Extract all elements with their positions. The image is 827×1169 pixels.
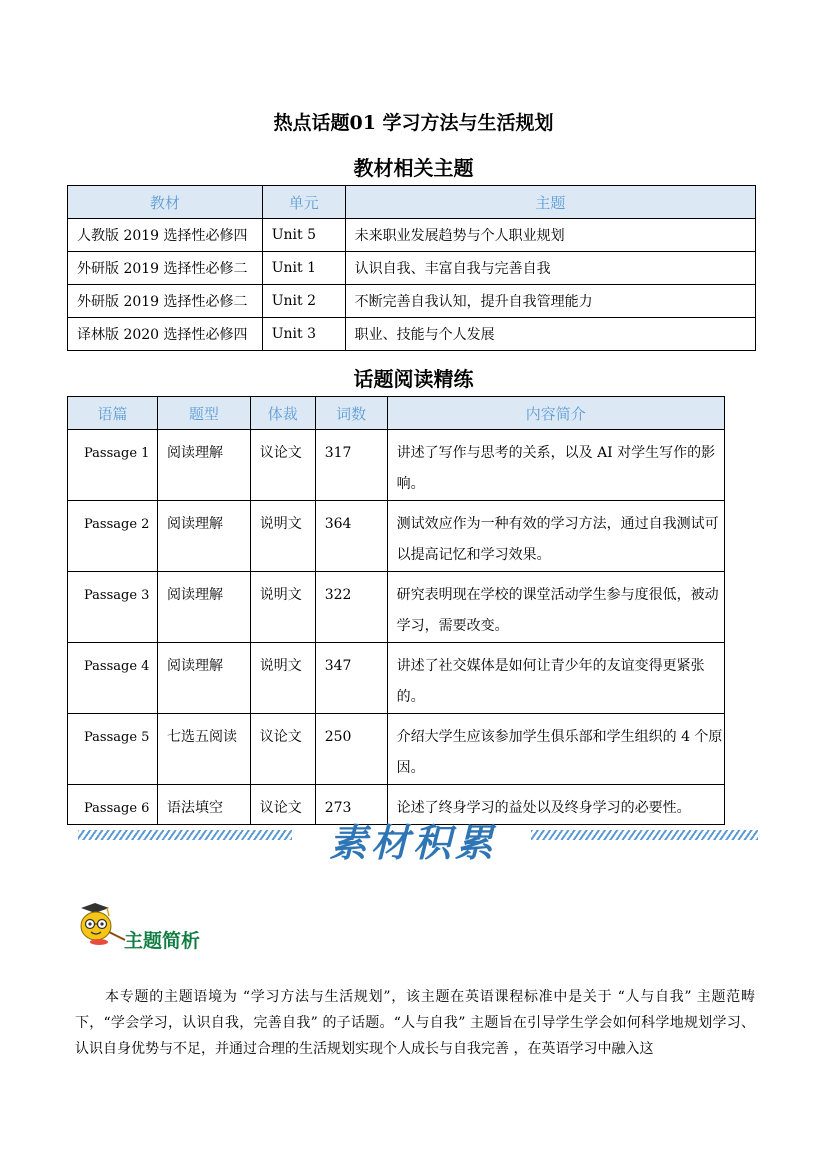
header-unit: 单元 — [262, 186, 345, 219]
cell-topic: 职业、技能与个人发展 — [345, 318, 755, 351]
cell-genre: 说明文 — [250, 501, 315, 572]
topic-analysis-heading: 主题简析 — [124, 930, 201, 952]
cell-topic: 不断完善自我认知，提升自我管理能力 — [345, 285, 755, 318]
cell-summary: 讲述了写作与思考的关系，以及 AI 对学生写作的影响。 — [387, 430, 724, 501]
header-summary: 内容简介 — [387, 397, 724, 430]
page-title: 热点话题01 学习方法与生活规划 — [273, 112, 554, 134]
cell-genre: 议论文 — [250, 714, 315, 785]
cell-passage: Passage 2 — [68, 501, 158, 572]
section-title-reading: 话题阅读精练 — [353, 367, 474, 391]
section-title-textbook: 教材相关主题 — [353, 156, 474, 180]
table-row — [68, 501, 725, 572]
table-row — [68, 285, 756, 318]
cell-textbook: 外研版 2019 选择性必修二 — [68, 285, 263, 318]
table-row — [68, 252, 756, 285]
cell-genre: 说明文 — [250, 643, 315, 714]
header-textbook: 教材 — [68, 186, 263, 219]
cell-textbook: 人教版 2019 选择性必修四 — [68, 219, 263, 252]
cell-passage: Passage 4 — [68, 643, 158, 714]
cell-genre: 议论文 — [250, 430, 315, 501]
cell-question-type: 阅读理解 — [157, 501, 250, 572]
table-header-row — [68, 397, 725, 430]
cell-summary: 论述了终身学习的益处以及终身学习的必要性。 — [387, 785, 724, 825]
banner-stripe-right — [531, 830, 758, 840]
table-row — [68, 572, 725, 643]
cell-summary: 研究表明现在学校的课堂活动学生参与度很低，被动学习，需要改变。 — [387, 572, 724, 643]
header-word-count: 词数 — [315, 397, 387, 430]
cell-summary: 介绍大学生应该参加学生俱乐部和学生组织的 4 个原因。 — [387, 714, 724, 785]
cell-genre: 说明文 — [250, 572, 315, 643]
cell-word-count: 250 — [315, 714, 387, 785]
cell-genre: 议论文 — [250, 785, 315, 825]
intro-paragraph: 本专题的主题语境为 “学习方法与生活规划”，该主题在英语课程标准中是关于 “人与自我” 主题范畴下，“学会学习，认识自我，完善自我” 的子话题。“人与自我” 主题旨在引导学生学会如何科学地规划学习、认识自身优势与不足，并通过合理的生活规划实现个人成长与自我完善 ，在英语学习中融入这 — [75, 989, 755, 1057]
reading-practice-table — [67, 396, 725, 825]
header-question-type: 题型 — [157, 397, 250, 430]
cell-passage: Passage 6 — [68, 785, 158, 825]
cell-question-type: 语法填空 — [157, 785, 250, 825]
material-banner — [0, 810, 827, 870]
cell-unit: Unit 5 — [262, 219, 345, 252]
scholar-mascot-icon — [75, 900, 127, 946]
cell-summary: 测试效应作为一种有效的学习方法，通过自我测试可以提高记忆和学习效果。 — [387, 501, 724, 572]
cell-topic: 未来职业发展趋势与个人职业规划 — [345, 219, 755, 252]
cell-passage: Passage 3 — [68, 572, 158, 643]
table-row — [68, 430, 725, 501]
cell-unit: Unit 2 — [262, 285, 345, 318]
cell-word-count: 347 — [315, 643, 387, 714]
cell-unit: Unit 3 — [262, 318, 345, 351]
table-row — [68, 643, 725, 714]
cell-passage: Passage 1 — [68, 430, 158, 501]
table-row — [68, 219, 756, 252]
cell-topic: 认识自我、丰富自我与完善自我 — [345, 252, 755, 285]
cell-question-type: 阅读理解 — [157, 572, 250, 643]
cell-word-count: 322 — [315, 572, 387, 643]
cell-unit: Unit 1 — [262, 252, 345, 285]
table-row — [68, 318, 756, 351]
cell-question-type: 阅读理解 — [157, 430, 250, 501]
cell-textbook: 译林版 2020 选择性必修四 — [68, 318, 263, 351]
cell-word-count: 364 — [315, 501, 387, 572]
header-passage: 语篇 — [68, 397, 158, 430]
cell-word-count: 317 — [315, 430, 387, 501]
cell-word-count: 273 — [315, 785, 387, 825]
header-topic: 主题 — [345, 186, 755, 219]
banner-stripe-left — [78, 830, 292, 840]
cell-summary: 讲述了社交媒体是如何让青少年的友谊变得更紧张的。 — [387, 643, 724, 714]
cell-question-type: 阅读理解 — [157, 643, 250, 714]
textbook-topic-table — [67, 185, 756, 351]
table-header-row — [68, 186, 756, 219]
cell-question-type: 七选五阅读 — [157, 714, 250, 785]
header-genre: 体裁 — [250, 397, 315, 430]
banner-title: 素材积累 — [328, 820, 497, 865]
table-row — [68, 714, 725, 785]
cell-textbook: 外研版 2019 选择性必修二 — [68, 252, 263, 285]
cell-passage: Passage 5 — [68, 714, 158, 785]
